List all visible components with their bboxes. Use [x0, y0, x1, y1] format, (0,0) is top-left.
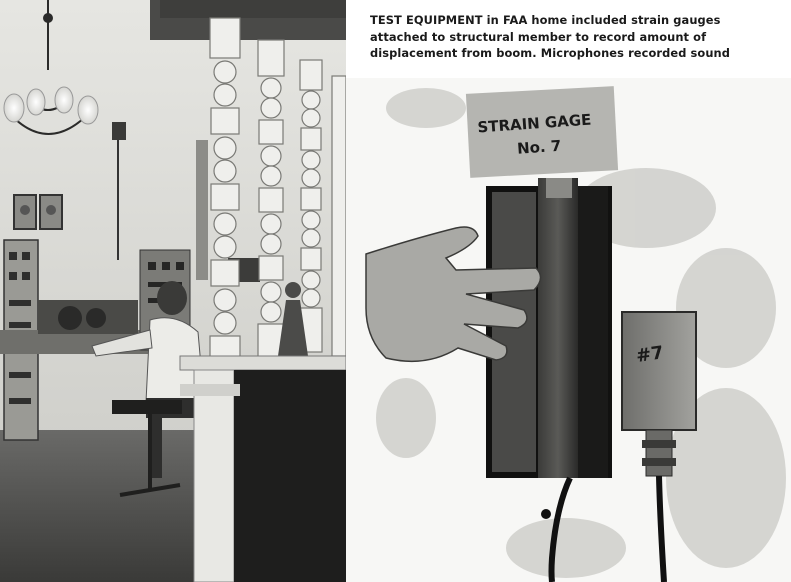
right-column: [346, 0, 791, 582]
sign-line2: No. 7: [516, 136, 562, 158]
photo-caption: [370, 12, 775, 62]
caption-body: in FAA home included strain gauges attached to structural member to record amount of displacement from boom. Microphones recorded sound: [370, 13, 730, 60]
sign-line1: STRAIN GAGE: [476, 110, 592, 137]
caption-lead: TEST EQUIPMENT: [370, 13, 483, 27]
photo-strain-gage: [346, 78, 791, 582]
box-label: #7: [634, 342, 666, 367]
photo-recording-room: [0, 0, 346, 582]
